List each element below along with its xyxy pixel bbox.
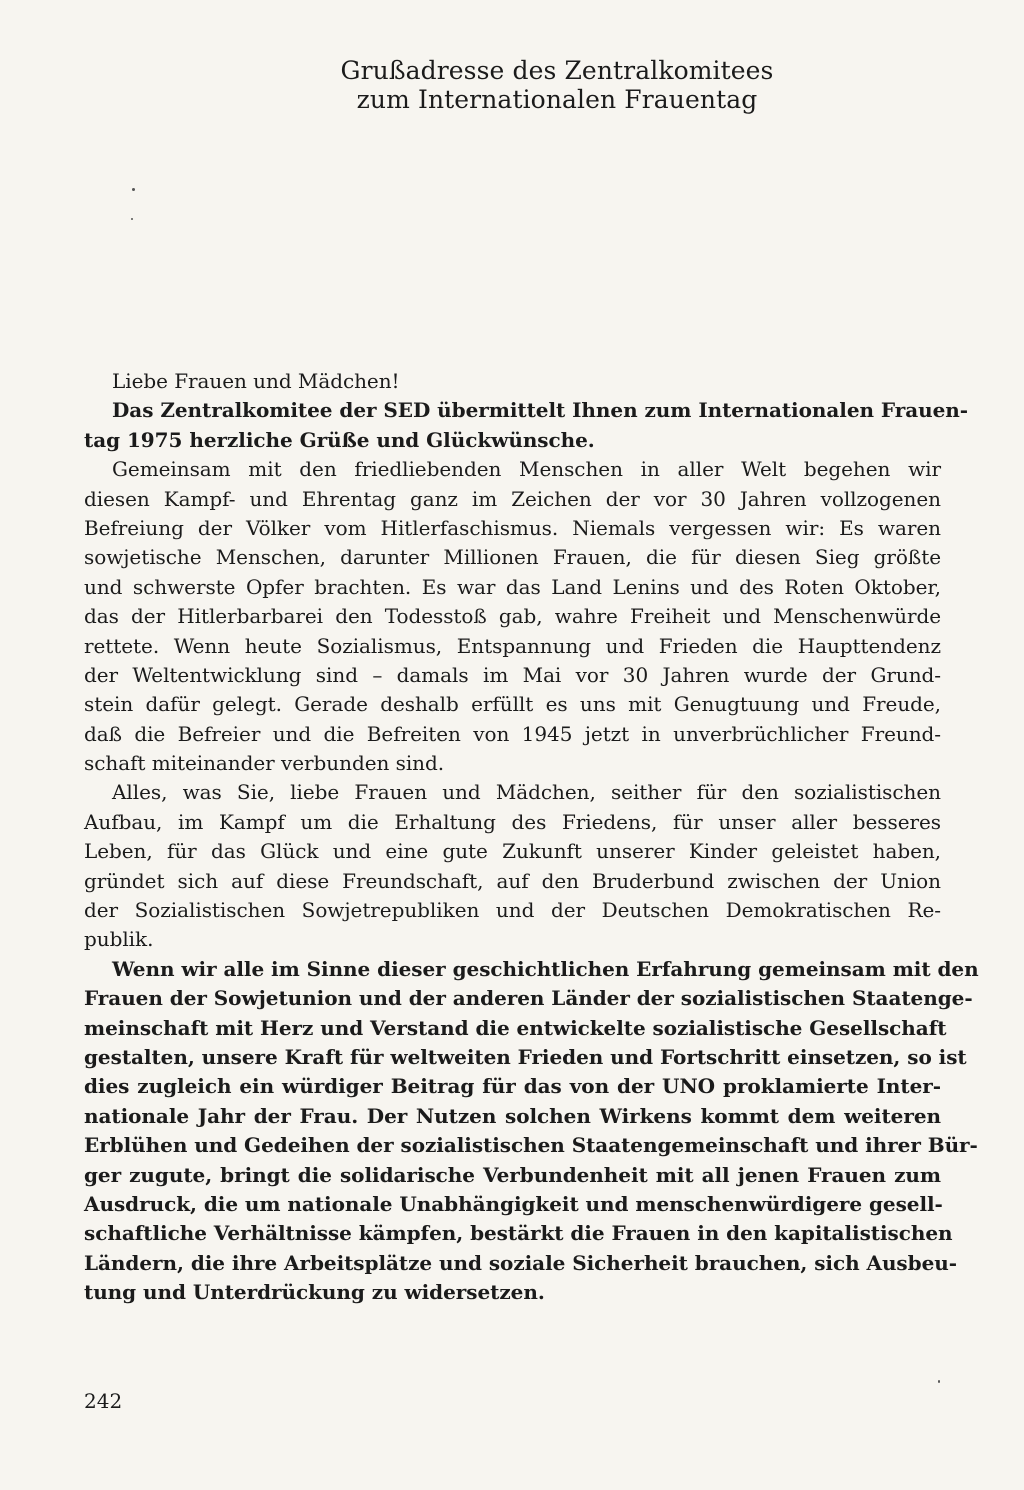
letter-body [84,367,979,1308]
paragraph-line: diesen Kampf- und Ehrentag ganz im Zeichen der vor 30 Jahren vollzogenen [84,486,941,511]
paragraph-line: Das Zentralkomitee der SED übermittelt Ihnen zum Internationalen Frauen- [112,398,969,423]
paragraph-line: Frauen der Sowjetunion und der anderen Länder der sozialistischen Staatenge- [84,986,973,1011]
paragraph-line: schaft miteinander verbunden sind. [84,751,445,776]
paragraph-line: und schwerste Opfer brachten. Es war das Land Lenins und des Roten Oktober, [84,574,941,599]
paragraph-line: Alles, was Sie, liebe Frauen und Mädchen, seither für den sozialistischen [112,780,941,805]
paragraph-line: Wenn wir alle im Sinne dieser geschichtlichen Erfahrung gemeinsam mit den [112,956,979,981]
paragraph-line: dies zugleich ein würdiger Beitrag für das von der UNO proklamierte Inter- [84,1074,941,1099]
paragraph-line: sowjetische Menschen, darunter Millionen Frauen, die für diesen Sieg größte [84,545,941,570]
paragraph-line: Erblühen und Gedeihen der sozialistischen Staatengemeinschaft und ihrer Bür- [84,1133,978,1158]
paragraph-line: gründet sich auf diese Freundschaft, auf den Bruderbund zwischen der Union [84,868,941,893]
scan-speck [131,218,133,220]
paragraph-line: Befreiung der Völker vom Hitlerfaschismus. Niemals vergessen wir: Es waren [84,515,941,540]
paragraph-line: meinschaft mit Herz und Verstand die entwickelte sozialistische Gesellschaft [84,1015,947,1040]
page-number: 242 [84,1389,123,1413]
title-line: Grußadresse des Zentralkomitees [340,56,774,85]
scan-speck [132,188,135,191]
paragraph-line: Gemeinsam mit den friedliebenden Menschen in aller Welt begehen wir [112,457,941,482]
document-title [200,54,914,113]
paragraph-line: gestalten, unsere Kraft für weltweiten Frieden und Fortschritt einsetzen, so ist [84,1044,967,1069]
paragraph-line: Ländern, die ihre Arbeitsplätze und soziale Sicherheit brauchen, sich Ausbeu- [84,1250,957,1275]
paragraph-line: nationale Jahr der Frau. Der Nutzen solchen Wirkens kommt dem weiteren [84,1103,941,1128]
paragraph-line: stein dafür gelegt. Gerade deshalb erfüllt es uns mit Genugtuung und Freude, [84,692,941,717]
paragraph-line: ger zugute, bringt die solidarische Verbundenheit mit all jenen Frauen zum [84,1162,941,1187]
paragraph-line: Leben, für das Glück und eine gute Zukunft unserer Kinder geleistet haben, [84,839,941,864]
paragraph-line: schaftliche Verhältnisse kämpfen, bestärkt die Frauen in den kapitalistischen [84,1221,953,1246]
title-line: zum Internationalen Frauentag [356,85,758,115]
paragraph-line: publik. [84,927,154,952]
paragraph-line: Aufbau, im Kampf um die Erhaltung des Friedens, für unser aller besseres [84,809,941,834]
salutation-line: Liebe Frauen und Mädchen! [112,369,400,393]
paragraph-line: tung und Unterdrückung zu widersetzen. [84,1280,545,1305]
paragraph-line: der Weltentwicklung sind – damals im Mai vor 30 Jahren wurde der Grund- [84,662,941,687]
paragraph-line: das der Hitlerbarbarei den Todesstoß gab, wahre Freiheit und Menschenwürde [84,604,941,629]
paragraph-line: rettete. Wenn heute Sozialismus, Entspannung und Frieden die Haupttendenz [84,633,941,658]
paragraph-line: der Sozialistischen Sowjetrepubliken und der Deutschen Demokratischen Re- [84,898,941,923]
scan-speck [938,1380,940,1383]
paragraph-line: daß die Befreier und die Befreiten von 1945 jetzt in unverbrüchlicher Freund- [84,721,941,746]
paragraph-line: Ausdruck, die um nationale Unabhängigkeit und menschenwürdigere gesell- [84,1191,943,1216]
paragraph-line: tag 1975 herzliche Grüße und Glückwünsche. [84,427,595,452]
